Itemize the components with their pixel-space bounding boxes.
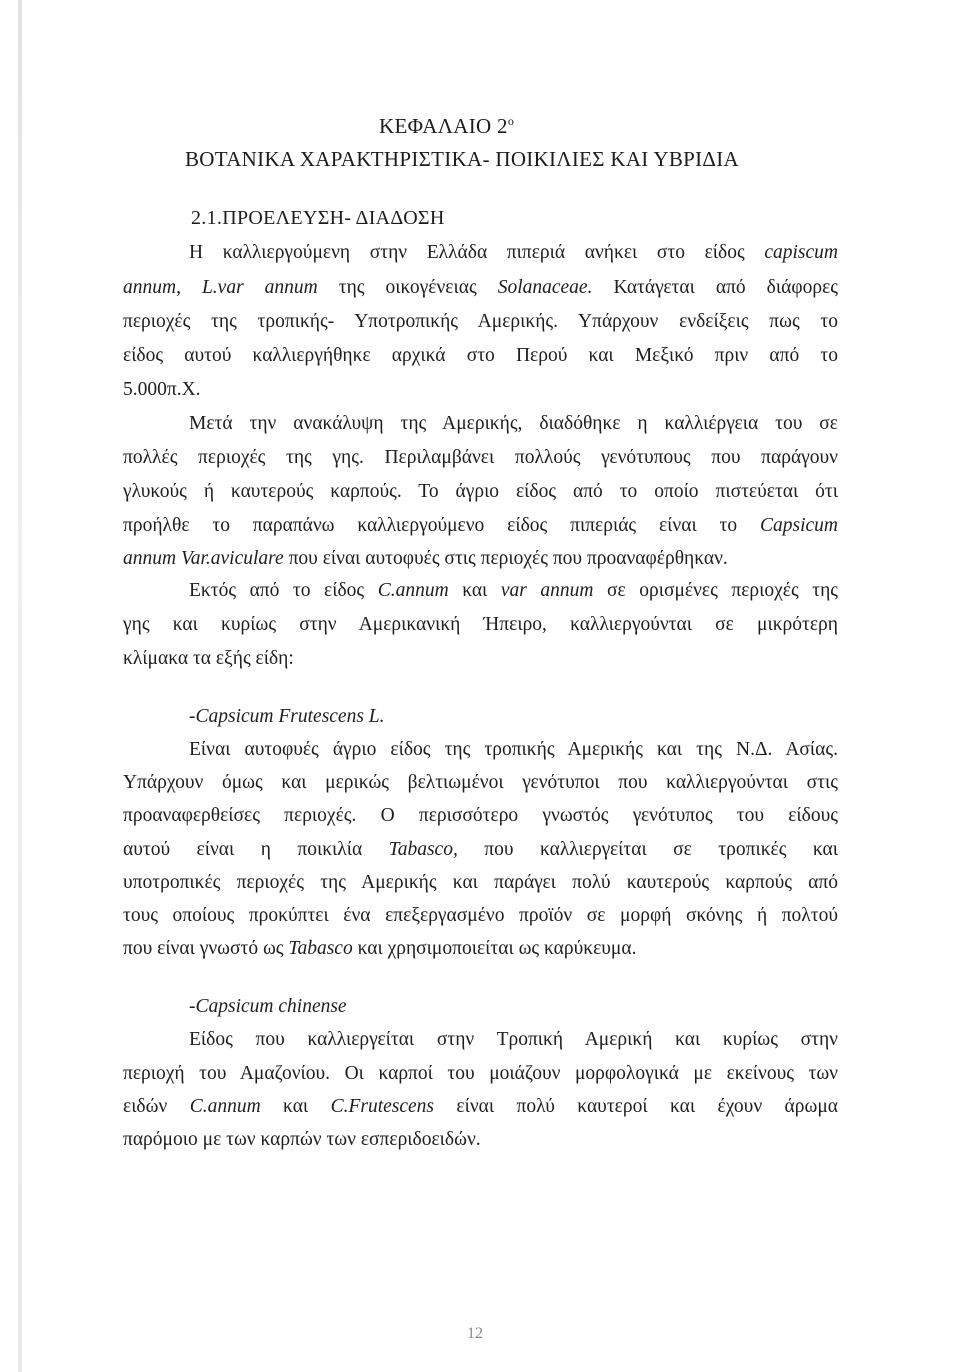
paragraph-line: Εκτός από το είδος C.annum και var annum σε ορισμένες περιοχές της	[189, 580, 838, 601]
chapter-number: ΚΕΦΑΛΑΙΟ $2^o$	[379, 114, 515, 138]
paragraph-line: Η καλλιεργούμενη στην Ελλάδα πιπεριά ανήκει στο είδος capiscum	[189, 242, 838, 263]
paragraph-line: προαναφερθείσες περιοχές. Ο περισσότερο γνωστός γενότυπος του είδους	[123, 805, 838, 826]
species-heading: -Capsicum Frutescens L.	[189, 706, 385, 727]
paragraph-line: Είναι αυτοφυές άγριο είδος της τροπικής Αμερικής και της Ν.Δ. Ασίας.	[189, 739, 838, 760]
paragraph-line: παρόμοιο με των καρπών των εσπεριδοειδών.	[123, 1129, 481, 1150]
paragraph-line: γης και κυρίως στην Αμερικανική Ήπειρο, καλλιεργούνται σε μικρότερη	[123, 614, 838, 635]
paragraph-line: τους οποίους προκύπτει ένα επεξεργασμένο προϊόν σε μορφή σκόνης ή πολτού	[123, 905, 838, 926]
paragraph-line: αυτού είναι η ποικιλία Tabasco, που καλλιεργείται σε τροπικές και	[123, 839, 838, 860]
paragraph-line: ειδών C.annum και C.Frutescens είναι πολύ καυτεροί και έχουν άρωμα	[123, 1096, 838, 1117]
paragraph-line: annum, L.var annum της οικογένειας Solanaceae. Κατάγεται από διάφορες	[123, 277, 838, 298]
paragraph-line: γλυκούς ή καυτερούς καρπούς. Το άγριο είδος από το οποίο πιστεύεται ότι	[123, 481, 838, 502]
paragraph-line: Είδος που καλλιεργείται στην Τροπική Αμερική και κυρίως στην	[189, 1029, 838, 1050]
paragraph-line: Μετά την ανακάλυψη της Αμερικής, διαδόθηκε η καλλιέργεια του σε	[189, 413, 838, 434]
paragraph-line: περιοχές της τροπικής- Υποτροπικής Αμερικής. Υπάρχουν ενδείξεις πως το	[123, 311, 838, 332]
page-number: 12	[467, 1325, 483, 1342]
chapter-title: ΒΟΤΑΝΙΚΑ ΧΑΡΑΚΤΗΡΙΣΤΙΚΑ- ΠΟΙΚΙΛΙΕΣ ΚΑΙ ΥΒΡΙΔΙΑ	[185, 147, 739, 171]
paragraph-line: είδος αυτού καλλιεργήθηκε αρχικά στο Περού και Μεξικό πριν από το	[123, 345, 838, 366]
paragraph-line: προήλθε το παραπάνω καλλιεργούμενο είδος πιπεριάς είναι το Capsicum	[123, 515, 838, 536]
paragraph-line: υποτροπικές περιοχές της Αμερικής και παράγει πολύ καυτερούς καρπούς από	[123, 872, 838, 893]
paragraph-line: annum Var.aviculare που είναι αυτοφυές στις περιοχές που προαναφέρθηκαν.	[123, 548, 728, 569]
paragraph-line: κλίμακα τα εξής είδη:	[123, 648, 294, 669]
paragraph-line: πολλές περιοχές της γης. Περιλαμβάνει πολλούς γενότυπους που παράγουν	[123, 447, 838, 468]
paragraph-line: περιοχή του Αμαζονίου. Οι καρποί του μοιάζουν μορφολογικά με εκείνους των	[123, 1063, 838, 1084]
paragraph-line: που είναι γνωστό ως Tabasco και χρησιμοποιείται ως καρύκευμα.	[123, 938, 637, 959]
paragraph-line: 5.000π.Χ.	[123, 379, 201, 400]
species-heading: -Capsicum chinense	[189, 996, 347, 1017]
section-title: 2.1.ΠΡΟΕΛΕΥΣΗ- ΔΙΑΔΟΣΗ	[191, 207, 445, 229]
paragraph-line: Υπάρχουν όμως και μερικώς βελτιωμένοι γενότυποι που καλλιεργούνται στις	[123, 772, 838, 793]
